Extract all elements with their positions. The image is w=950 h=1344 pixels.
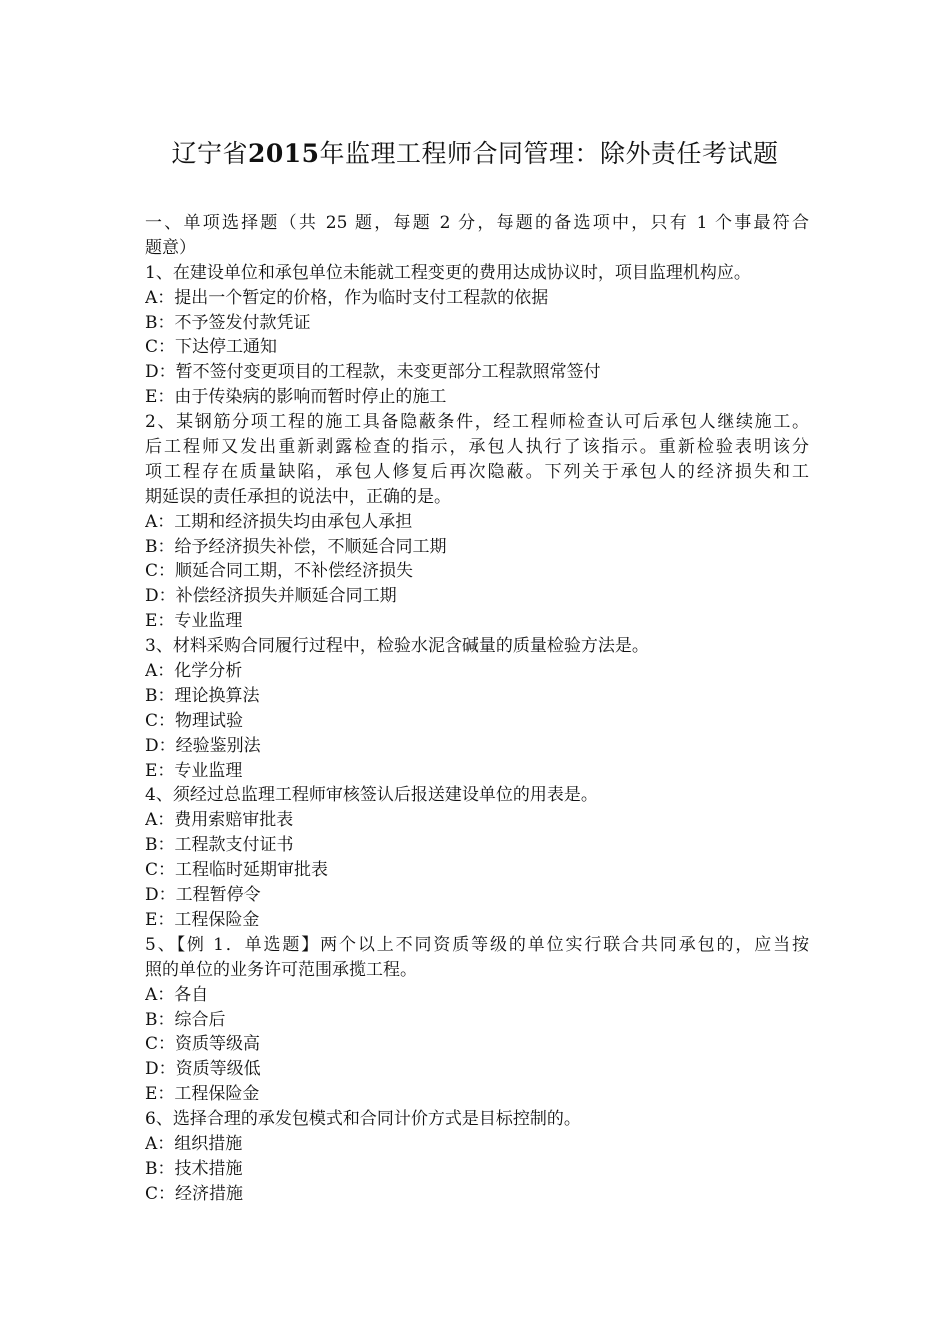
option-e: E：专业监理	[145, 611, 243, 632]
option-e: E：工程保险金	[145, 909, 260, 930]
option-b: B：综合后	[145, 1009, 226, 1030]
option-a: A：工期和经济损失均由承包人承担	[145, 511, 413, 532]
option-e: E：专业监理	[145, 760, 243, 781]
question-text-line: 项工程存在质量缺陷，承包人修复后再次隐蔽。下列关于承包人的经济损失和工	[145, 461, 809, 482]
option-e: E：由于传染病的影响而暂时停止的施工	[145, 387, 447, 408]
question-text-line: 3、材料采购合同履行过程中，检验水泥含碱量的质量检验方法是。	[145, 636, 649, 657]
question-text-line: 4、须经过总监理工程师审核签认后报送建设单位的用表是。	[145, 785, 598, 806]
option-a: A：化学分析	[145, 661, 243, 682]
section-heading-line-2: 题意）	[145, 237, 196, 258]
option-c: C：资质等级高	[145, 1034, 261, 1055]
option-e: E：工程保险金	[145, 1084, 260, 1105]
question-text-line: 1、在建设单位和承包单位未能就工程变更的费用达成协议时，项目监理机构应。	[145, 262, 751, 283]
question-6	[145, 1107, 809, 1207]
option-a: A：提出一个暂定的价格，作为临时支付工程款的依据	[145, 287, 549, 308]
question-5	[145, 933, 809, 1107]
option-b: B：工程款支付证书	[145, 835, 294, 856]
document-body	[145, 211, 809, 1207]
option-c: C：经济措施	[145, 1183, 244, 1204]
question-text-line: 期延误的责任承担的说法中，正确的是。	[145, 486, 451, 507]
option-c: C：工程临时延期审批表	[145, 860, 329, 881]
option-c: C：顺延合同工期，不补偿经济损失	[145, 561, 414, 582]
section-heading-line-1: 一、单项选择题（共 25 题，每题 2 分，每题的备选项中，只有 1 个事最符合	[145, 213, 809, 233]
option-b: B：给予经济损失补偿，不顺延合同工期	[145, 536, 447, 557]
option-b: B：理论换算法	[145, 685, 260, 706]
question-text-line: 照的单位的业务许可范围承揽工程。	[145, 959, 417, 980]
question-2	[145, 410, 809, 634]
option-b: B：不予签发付款凭证	[145, 312, 311, 333]
option-d: D：资质等级低	[145, 1059, 261, 1080]
question-1	[145, 261, 809, 410]
title-prefix: 辽宁省	[171, 139, 248, 168]
question-4	[145, 783, 809, 932]
option-d: D：工程暂停令	[145, 885, 261, 906]
option-b: B：技术措施	[145, 1158, 243, 1179]
question-text-line: 后工程师又发出重新剥露检查的指示，承包人执行了该指示。重新检验表明该分	[145, 437, 809, 458]
question-text-line: 6、选择合理的承发包模式和合同计价方式是目标控制的。	[145, 1109, 581, 1130]
title-suffix: 年监理工程师合同管理：除外责任考试题	[319, 139, 779, 168]
option-a: A：组织措施	[145, 1133, 243, 1154]
question-text-line: 2、某钢筋分项工程的施工具备隐蔽条件，经工程师检查认可后承包人继续施工。	[145, 412, 809, 433]
option-c: C：物理试验	[145, 710, 244, 731]
option-d: D：暂不签付变更项目的工程款，未变更部分工程款照常签付	[145, 362, 601, 383]
option-d: D：经验鉴别法	[145, 735, 261, 756]
question-3	[145, 634, 809, 783]
option-a: A：各自	[145, 984, 209, 1005]
title-year: 2015	[247, 139, 320, 168]
option-a: A：费用索赔审批表	[145, 810, 294, 831]
option-c: C：下达停工通知	[145, 337, 278, 358]
question-text-line: 5、【例 1．单选题】两个以上不同资质等级的单位实行联合共同承包的，应当按	[145, 934, 809, 955]
option-d: D：补偿经济损失并顺延合同工期	[145, 586, 397, 607]
document-title	[0, 137, 950, 171]
